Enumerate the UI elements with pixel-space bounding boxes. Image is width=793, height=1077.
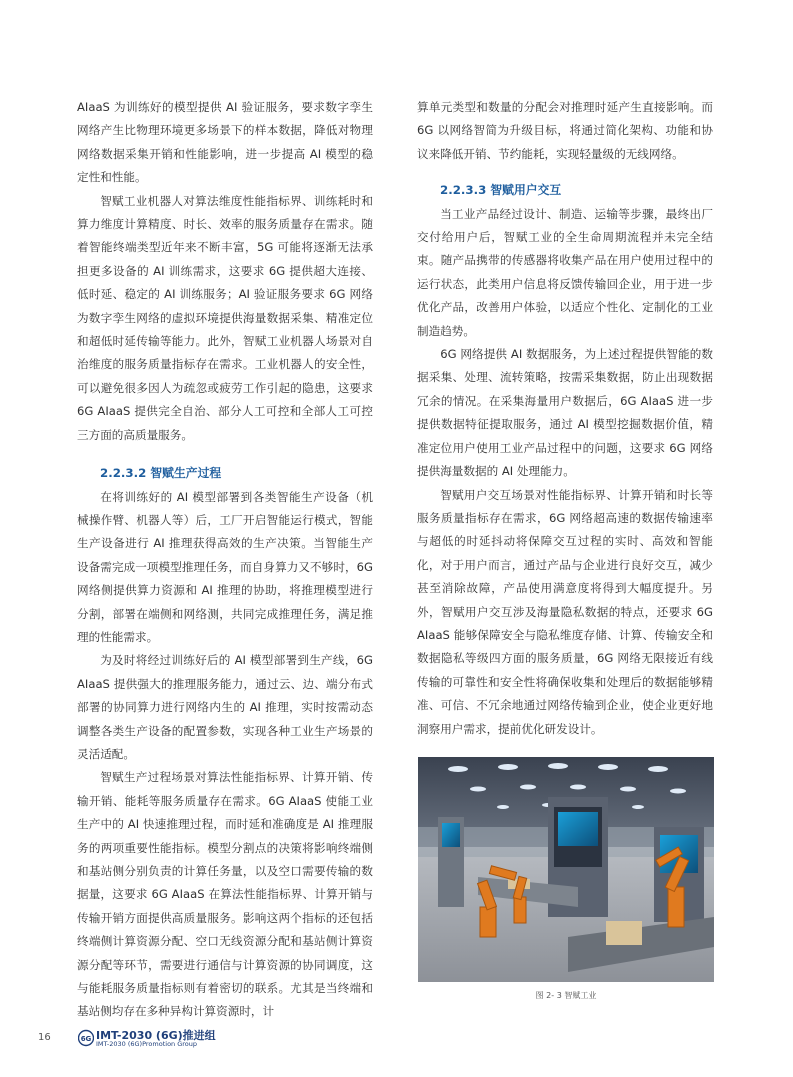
- right-paragraph-2: 当工业产品经过设计、制造、运输等步骤，最终出厂交付给用户后，智赋工业的全生命周期流程并未完全结束。随产品携带的传感器将收集产品在用户使用过程中的运行状态，此类用户信息将反馈传输回企业，用于进一步优化产品，改善用户体验，以适应个性化、定制化的工业制造趋势。: [417, 206, 713, 338]
- section-heading-2233: 2.2.3.3 智赋用户交互: [440, 183, 562, 198]
- figure-caption: 图 2- 3 智赋工业: [535, 991, 597, 1000]
- left-paragraph-3: 在将训练好的 AI 模型部署到各类智能生产设备（机械操作臂、机器人等）后，工厂开启智能运行模式，智能生产设备进行 AI 推理获得高效的生产决策。当智能生产设备需完成一项模型推理任务，而自身算力又不够时，6G 网络侧提供算力资源和 AI 推理的协助，将推理模型进行分割，部署在端侧和网络测，共同完成推理任务，满足推理的性能需求。: [77, 489, 373, 644]
- right-paragraph-4: 智赋用户交互场景对性能指标界、计算开销和时长等服务质量指标存在需求，6G 网络超高速的数据传输速率与超低的时延抖动将保障交互过程的实时、高效和智能化，对于用户而言，通过产品与企业进行良好交互，减少甚至消除故障，产品使用满意度将得到大幅度提升。另外，智赋用户交互涉及海量隐私数据的特点，还要求 6G AIaaS 能够保障安全与隐私维度存储、计算、传输安全和数据隐私等级四方面的服务质量，6G 网络无限接近有线传输的可靠性和安全性将确保收集和处理后的数据能够精准、可信、不冗余地通过网络传输到企业，使企业更好地洞察用户需求，提前优化研发设计。: [417, 487, 713, 736]
- imt2030-logo-icon: [78, 1027, 94, 1049]
- right-paragraph-1: 算单元类型和数量的分配会对推理时延产生直接影响。而 6G 以网络智简为升级目标，将通过简化架构、功能和协议来降低开销、节约能耗，实现轻量级的无线网络。: [417, 100, 713, 161]
- left-paragraph-1: AIaaS 为训练好的模型提供 AI 验证服务，要求数字孪生网络产生比物理环境更多场景下的样本数据，降低对物理网络数据采集开销和性能影响，进一步提高 AI 模型的稳定性和性能。: [77, 100, 373, 185]
- org-name-en: IMT-2030 (6G)Promotion Group: [96, 1040, 198, 1048]
- page-number: 16: [38, 1032, 51, 1043]
- right-paragraph-3: 6G 网络提供 AI 数据服务，为上述过程提供智能的数据采集、处理、流转策略，按需采集数据，防止出现数据冗余的情况。在采集海量用户数据后，6G AIaaS 进一步提供数据特征提取服务，通过 AI 模型挖掘数据价值，精准定位用户使用工业产品过程中的问题，这要求 6G 网络提供海量数据的 AI 处理能力。: [417, 347, 713, 479]
- org-name: IMT-2030 (6G)推进组: [96, 1029, 216, 1042]
- right-column: [417, 96, 713, 741]
- left-paragraph-2: 智赋工业机器人对算法维度性能指标界、训练耗时和算力维度计算精度、时长、效率的服务质量存在需求。随着智能终端类型近年来不断丰富，5G 可能将逐渐无法承担更多设备的 AI 训练需求，这要求 6G 提供超大连接、低时延、稳定的 AI 训练服务；AI 验证服务要求 6G 网络为数字孪生网络的虚拟环境提供海量数据采集、精准定位和超低时延传输等能力。此外，智赋工业机器人场景对自治维度的服务质量指标存在需求。工业机器人的安全性，可以避免很多因人为疏忽或疲劳工作引起的隐患，这要求 6G AIaaS 提供完全自治、部分人工可控和全部人工可控三方面的高质量服务。: [77, 193, 373, 442]
- factory-figure: [418, 757, 714, 982]
- left-paragraph-4: 为及时将经过训练好后的 AI 模型部署到生产线，6G AIaaS 提供强大的推理服务能力，通过云、边、端分布式部署的协同算力进行网络内生的 AI 推理，实时按需动态调整各类生产设备的配置参数，实现各种工业生产场景的灵活适配。: [77, 653, 373, 761]
- section-heading-2232: 2.2.3.2 智赋生产过程: [100, 466, 222, 481]
- left-column: [77, 96, 373, 1024]
- left-paragraph-5: 智赋生产过程场景对算法性能指标界、计算开销、传输开销、能耗等服务质量存在需求。6G AIaaS 使能工业生产中的 AI 快速推理过程，而时延和准确度是 AI 推理服务的两项重要性能指标。模型分割点的决策将影响终端侧和基站侧分别负责的计算任务量，以及空口需要传输的数据量，这要求 6G AIaaS 在算法性能指标界、计算开销与传输开销方面提供高质量服务。影响这两个指标的还包括终端侧计算资源分配、空口无线资源分配和基站侧计算资源分配等环节，需要进行通信与计算资源的协同调度，这与能耗服务质量指标则有着密切的联系。尤其是当终端和基站侧均存在多种异构计算资源时，计: [77, 770, 373, 1019]
- factory-robots-illustration: [418, 757, 714, 982]
- logo-mark-text: 6G: [80, 1035, 92, 1043]
